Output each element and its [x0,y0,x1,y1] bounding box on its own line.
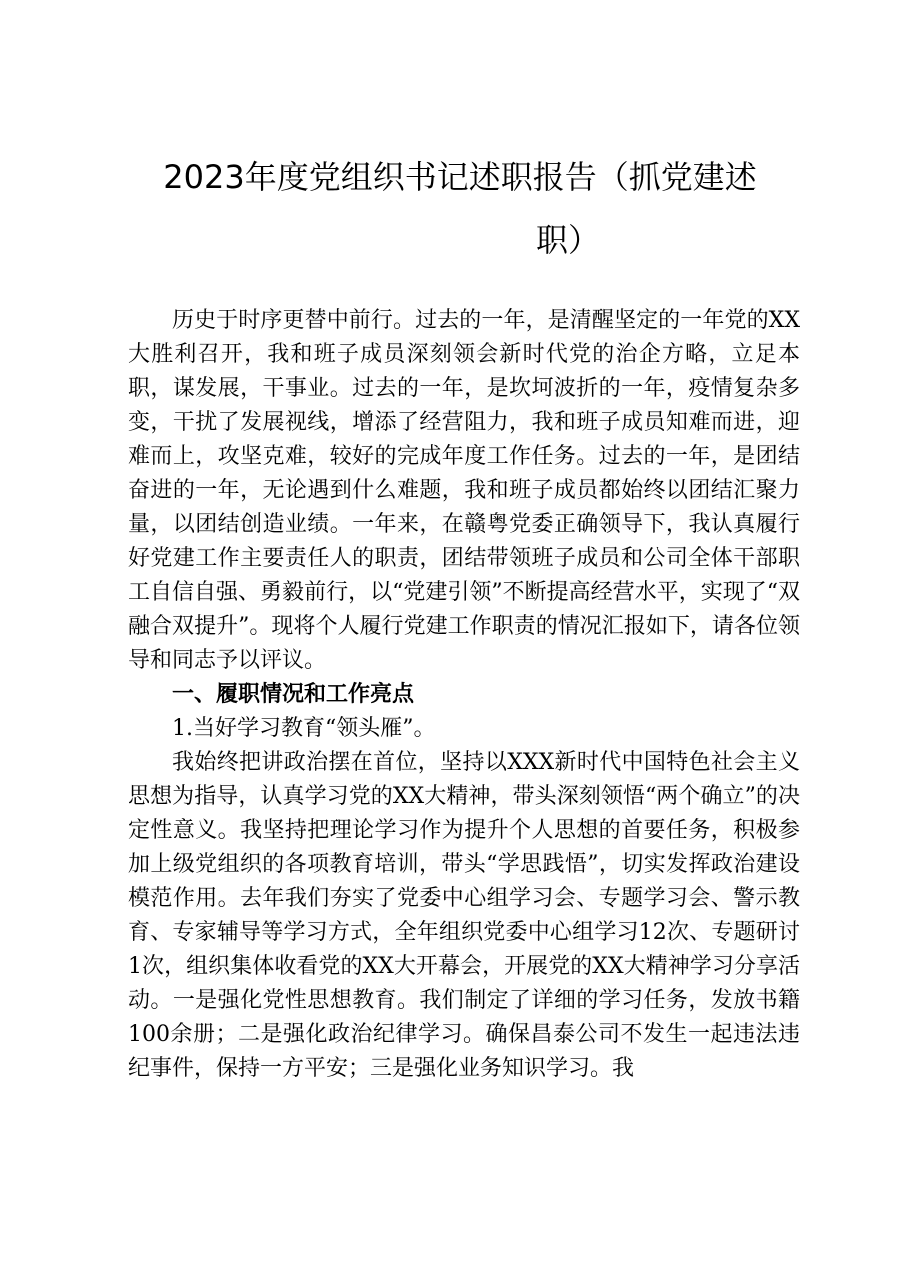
subsection-heading: 1.当好学习教育“领头雁”。 [172,716,436,741]
body-paragraph: 我始终把讲政治摆在首位，坚持以XXX新时代中国特色社会主义思想为指导，认真学习党的XX大精神，带头深刻领悟“两个确立”的决定性意义。我坚持把理论学习作为提升个人思想的首要任务，积极参加上级党组织的各项教育培训，带头“学思践悟”，切实发挥政治建设模范作用。去年我们夯实了党委中心组学习会、专题学习会、警示教育、专家辅导等学习方式，全年组织党委中心组学习12次、专题研讨1次，组织集体收看党的XX大开幕会，开展党的XX大精神学习分享活动。一是强化党性思想教育。我们制定了详细的学习任务，发放书籍100余册；二是强化政治纪律学习。确保昌泰公司不发生一起违法违纪事件，保持一方平安；三是强化业务知识学习。我 [128,750,800,1081]
section-heading: 一、履职情况和工作亮点 [172,682,415,707]
title-line-1: 2023年度党组织书记述职报告（抓党建述 [163,158,757,196]
title-line-2: 职） [535,221,600,259]
document-title [120,152,800,265]
intro-paragraph: 历史于时序更替中前行。过去的一年，是清醒坚定的一年党的XX大胜利召开，我和班子成员深刻领会新时代党的治企方略，立足本职，谋发展，干事业。过去的一年，是坎坷波折的一年，疫情复杂多变，干扰了发展视线，增添了经营阻力，我和班子成员知难而进，迎难而上，攻坚克难，较好的完成年度工作任务。过去的一年，是团结奋进的一年，无论遇到什么难题，我和班子成员都始终以团结汇聚力量，以团结创造业绩。一年来，在赣粤党委正确领导下，我认真履行好党建工作主要责任人的职责，团结带领班子成员和公司全体干部职工自信自强、勇毅前行，以“党建引领”不断提高经营水平，实现了“双融合双提升”。现将个人履行党建工作职责的情况汇报如下，请各位领导和同志予以评议。 [128,308,800,673]
document-body [128,304,800,1086]
